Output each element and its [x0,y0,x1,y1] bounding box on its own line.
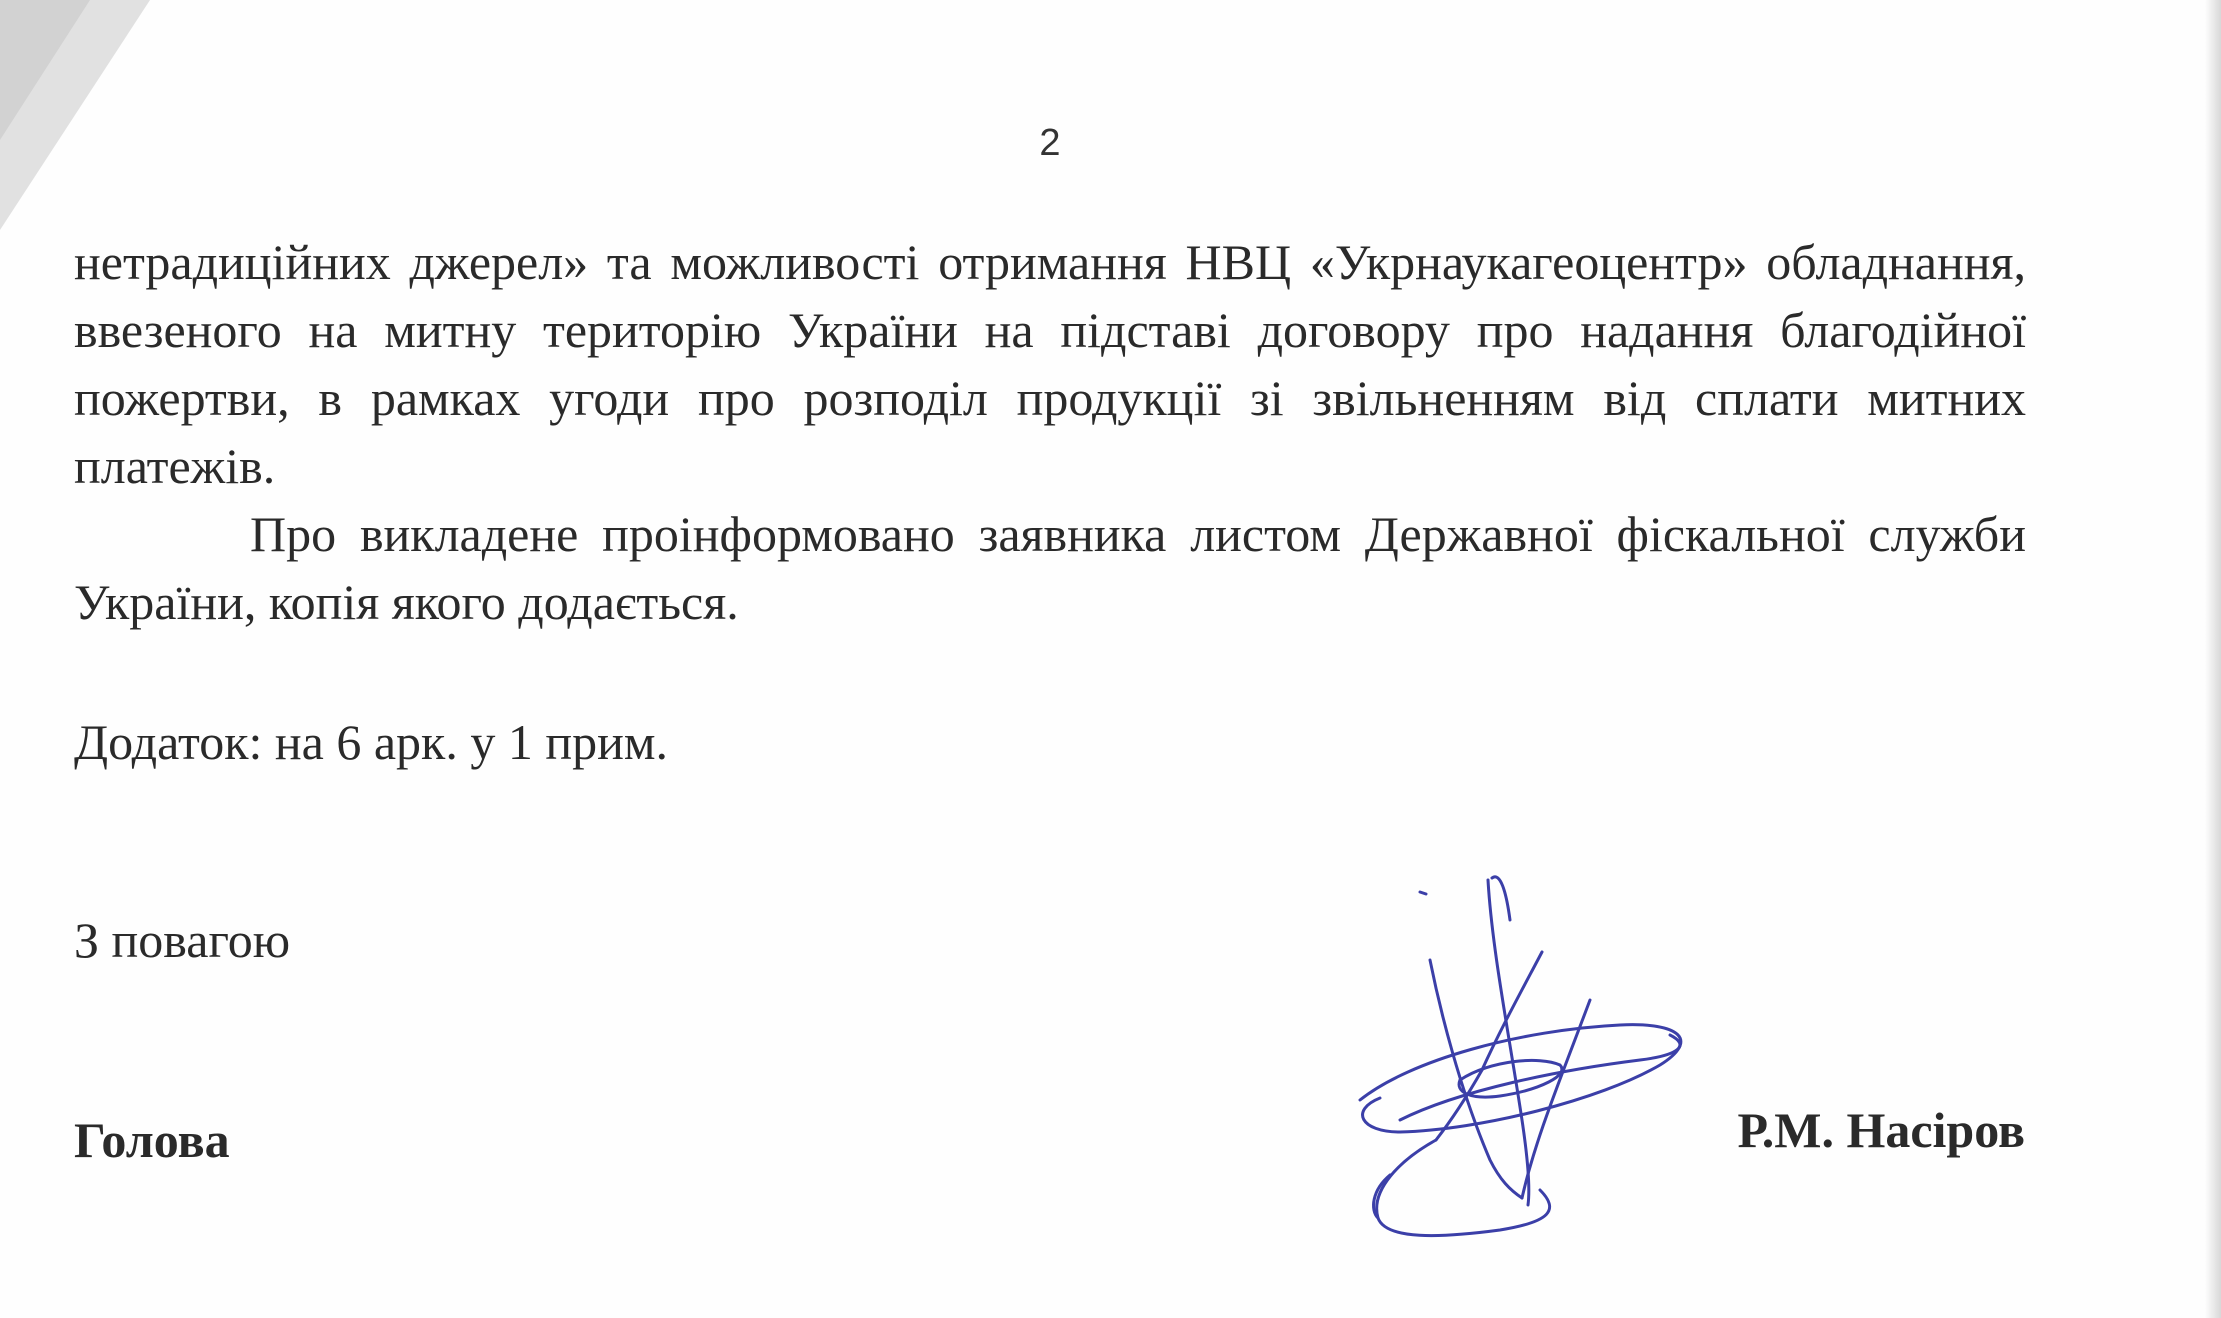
body-paragraph-1: нетрадиційних джерел» та можливості отримання НВЦ «Укрнаукагеоцентр» обладнання, ввезеного на митну територію України на підставі договору про надання благодійної пожертви, в рамках угоди про розподіл продукції зі звільненням від сплати митних платежів. [74,234,2026,494]
handwritten-signature [1260,860,1760,1260]
body-paragraph-2-container [74,500,2026,636]
body-paragraph-1-container [74,228,2026,500]
body-paragraph-2: Про викладене проінформовано заявника листом Державної фіскальної служби України, копія якого додається. [74,506,2026,630]
attachment-note: Додаток: на 6 арк. у 1 прим. [74,714,668,770]
page-number: 2 [1039,122,1061,164]
signer-name: Р.М. Насіров [1737,1102,2025,1158]
signer-position: Голова [74,1112,230,1168]
page-edge-shadow [2205,0,2221,1318]
closing-salutation: З повагою [74,912,291,968]
folded-corner-shadow [0,0,90,140]
